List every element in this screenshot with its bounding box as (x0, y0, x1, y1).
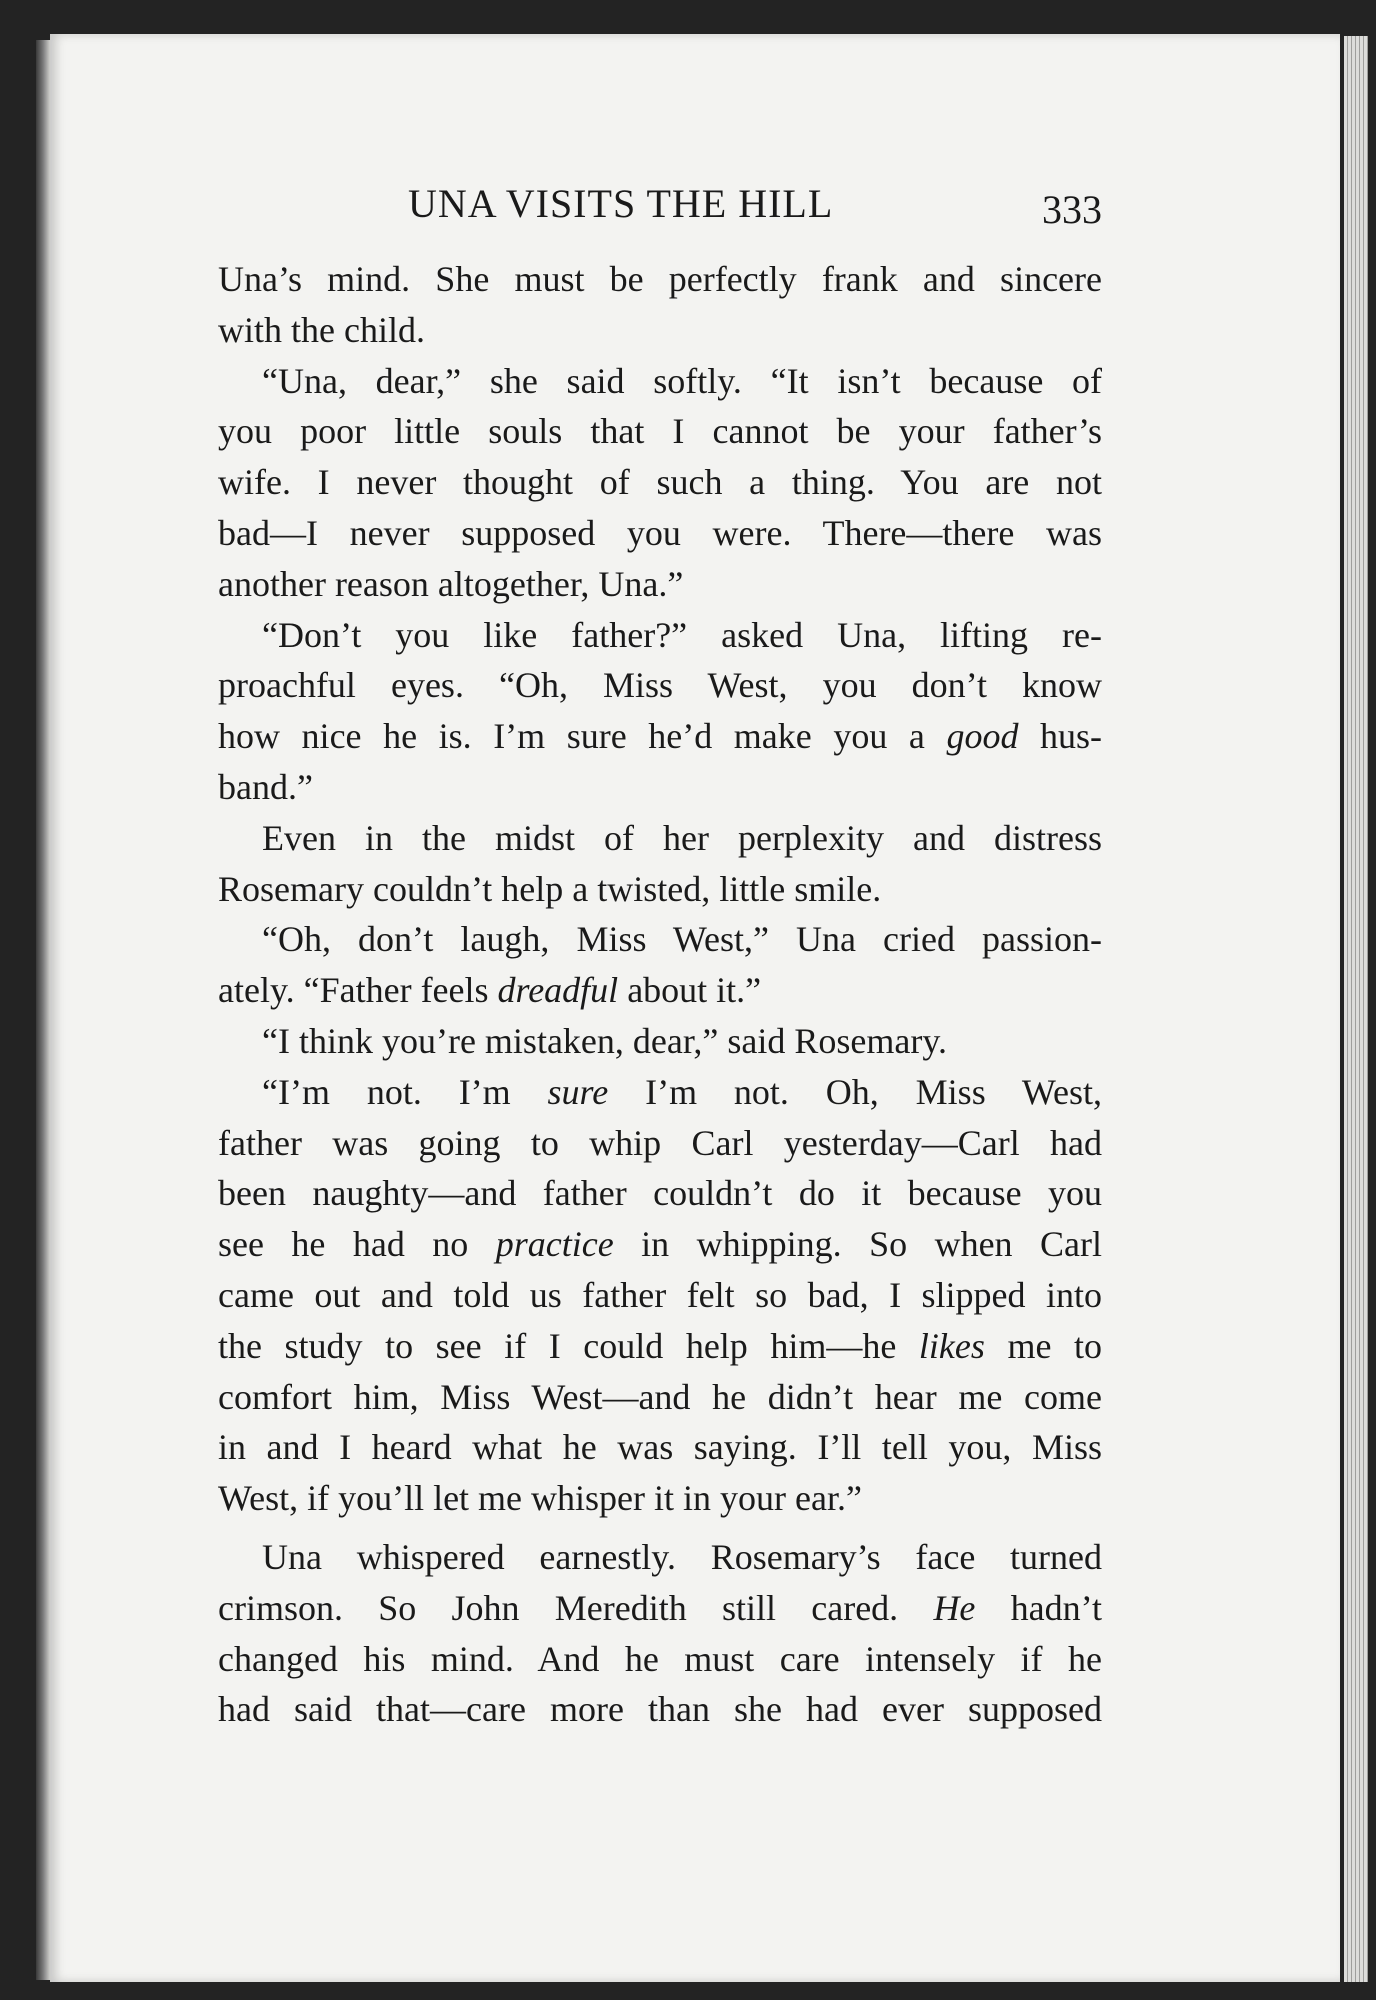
emphasized-word: good (946, 716, 1019, 757)
text-line: father was going to whip Carl yesterday—Carl had (218, 1122, 1102, 1163)
page-header (218, 180, 1102, 240)
text-line: ately. “Father feels dreadful about it.” (218, 970, 762, 1011)
text-line: been naughty—and father couldn’t do it because you (218, 1173, 1102, 1214)
text-line: changed his mind. And he must care intensely if he (218, 1638, 1102, 1679)
text-line: crimson. So John Meredith still cared. He hadn’t (218, 1587, 1102, 1628)
text-line: bad—I never supposed you were. There—there was (218, 512, 1102, 553)
text-line: West, if you’ll let me whisper it in your ear.” (218, 1478, 862, 1519)
text-line: the study to see if I could help him—he likes me to (218, 1325, 1102, 1366)
text-line: you poor little souls that I cannot be your father’s (218, 411, 1102, 452)
text-line: band.” (218, 766, 313, 807)
body-text (218, 254, 1102, 1735)
emphasized-word: He (933, 1587, 976, 1628)
text-line: see he had no practice in whipping. So when Carl (218, 1224, 1102, 1265)
text-line: came out and told us father felt so bad, I slipped into (218, 1274, 1102, 1315)
text-line: “I’m not. I’m sure I’m not. Oh, Miss West, (262, 1071, 1102, 1112)
text-line: proachful eyes. “Oh, Miss West, you don’t know (218, 665, 1102, 706)
emphasized-word: dreadful (497, 970, 619, 1011)
text-line: with the child. (218, 309, 425, 350)
text-line: how nice he is. I’m sure he’d make you a good hus- (218, 716, 1102, 757)
text-line: “Oh, don’t laugh, Miss West,” Una cried passion- (262, 919, 1102, 960)
book-spine (36, 40, 50, 1980)
text-line: wife. I never thought of such a thing. You are not (218, 462, 1102, 503)
text-line: in and I heard what he was saying. I’ll tell you, Miss (218, 1427, 1102, 1468)
text-line: “Una, dear,” she said softly. “It isn’t because of (262, 360, 1102, 401)
text-line: Una’s mind. She must be perfectly frank and sincere (218, 259, 1102, 299)
text-line: “I think you’re mistaken, dear,” said Rosemary. (262, 1020, 948, 1061)
emphasized-word: likes (918, 1325, 985, 1366)
text-line: Una whispered earnestly. Rosemary’s face turned (262, 1536, 1102, 1577)
text-line: had said that—care more than she had ever supposed (218, 1689, 1102, 1730)
running-title: UNA VISITS THE HILL (408, 181, 834, 226)
text-line: comfort him, Miss West—and he didn’t hear me come (218, 1376, 1102, 1417)
page-edges (1344, 36, 1368, 1982)
text-line: “Don’t you like father?” asked Una, lifting re- (262, 614, 1102, 655)
text-line: Rosemary couldn’t help a twisted, little smile. (218, 868, 882, 909)
emphasized-word: sure (547, 1071, 609, 1112)
emphasized-word: practice (495, 1224, 614, 1265)
text-line: Even in the midst of her perplexity and distress (262, 817, 1102, 858)
page-number: 333 (1042, 187, 1102, 232)
text-line: another reason altogether, Una.” (218, 563, 684, 604)
